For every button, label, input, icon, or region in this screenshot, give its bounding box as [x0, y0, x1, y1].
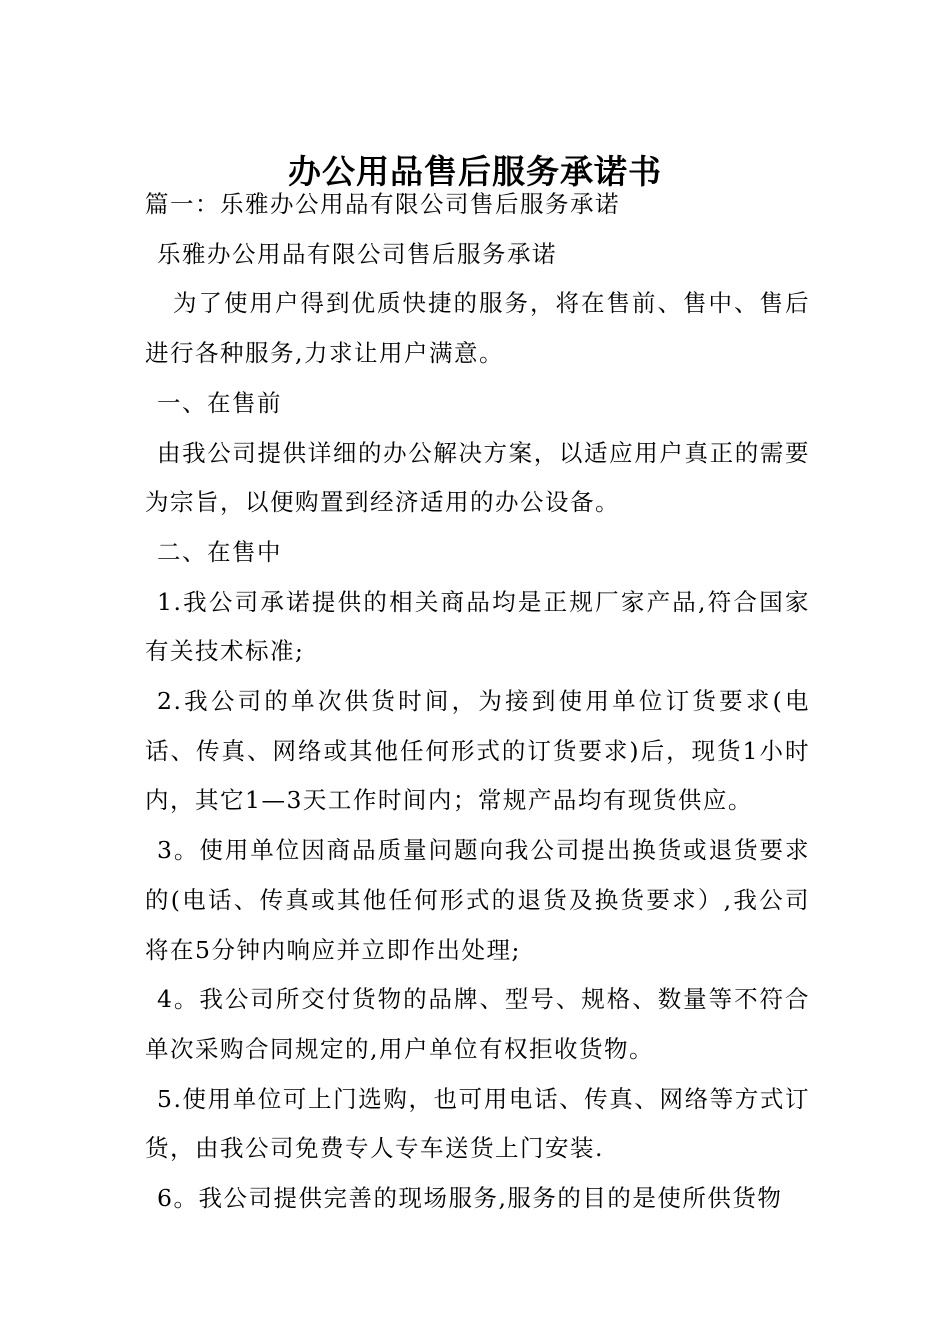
paragraph-presale: 由我公司提供详细的办公解决方案，以适应用户真正的需要为宗旨，以便购置到经济适用的办公设备。 — [145, 438, 810, 517]
paragraph-subtitle: 乐雅办公用品有限公司售后服务承诺 — [157, 239, 557, 268]
paragraph-section-heading: 篇一：乐雅办公用品有限公司售后服务承诺 — [145, 190, 620, 218]
paragraph-intro: 为了使用户得到优质快捷的服务，将在售前、售中、售后进行各种服务,力求让用户满意。 — [145, 289, 810, 368]
document-title: 办公用品售后服务承诺书 — [288, 152, 662, 192]
paragraph-heading-insale: 二、在售中 — [157, 537, 282, 566]
paragraph-item-6: 6。我公司提供完善的现场服务,服务的目的是使所供货物 — [157, 1184, 783, 1213]
paragraph-heading-presale: 一、在售前 — [157, 388, 282, 417]
paragraph-item-3: 3。使用单位因商品质量问题向我公司提出换货或退货要求的(电话、传真或其他任何形式的退货及换货要求）,我公司将在5分钟内响应并立即作出处理; — [145, 836, 810, 964]
paragraph-item-2: 2.我公司的单次供货时间，为接到使用单位订货要求(电话、传真、网络或其他任何形式的订货要求)后，现货1小时内，其它1—3天工作时间内；常规产品均有现货供应。 — [145, 687, 810, 815]
paragraph-item-5: 5.使用单位可上门选购，也可用电话、传真、网络等方式订货，由我公司免费专人专车送货上门安装. — [145, 1084, 810, 1163]
paragraph-item-4: 4。我公司所交付货物的品牌、型号、规格、数量等不符合单次采购合同规定的,用户单位有权拒收货物。 — [145, 985, 810, 1063]
paragraph-item-1: 1.我公司承诺提供的相关商品均是正规厂家产品,符合国家有关技术标准; — [145, 587, 810, 666]
document-body — [145, 180, 810, 1224]
